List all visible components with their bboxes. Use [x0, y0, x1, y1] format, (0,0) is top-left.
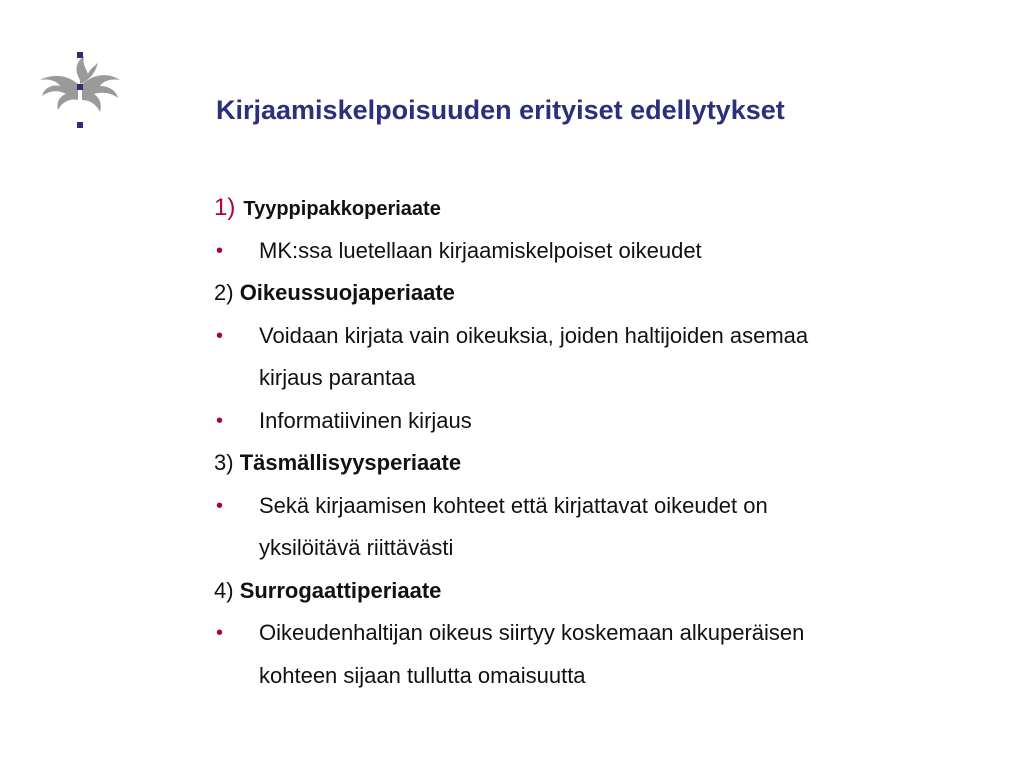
slide-content	[214, 187, 1004, 697]
bullet-icon: •	[216, 409, 224, 432]
bullet-text: kohteen sijaan tullutta omaisuutta	[259, 662, 586, 688]
bullet-text: MK:ssa luetellaan kirjaamiskelpoiset oikeudet	[259, 237, 702, 263]
bullet-icon: •	[216, 324, 224, 347]
slide-title: Kirjaamiskelpoisuuden erityiset edellytykset	[216, 95, 785, 125]
section-number: 4)	[214, 577, 234, 603]
section-heading	[214, 570, 1004, 613]
bullet-text: Sekä kirjaamisen kohteet että kirjattavat oikeudet on	[259, 492, 768, 518]
bullet-text: Oikeudenhaltijan oikeus siirtyy koskemaan alkuperäisen	[259, 620, 805, 645]
section-number: 1)	[214, 194, 236, 221]
bullet-icon: •	[216, 494, 224, 517]
section-label: Tyyppipakkoperiaate	[243, 198, 441, 220]
list-item	[214, 230, 1004, 273]
bullet-continuation	[214, 357, 1004, 400]
section-label: Täsmällisyysperiaate	[239, 450, 462, 475]
section-number: 3)	[214, 450, 234, 475]
bullet-icon: •	[216, 239, 224, 262]
bullet-icon: •	[216, 622, 224, 644]
list-item	[214, 485, 1004, 528]
bullet-continuation	[214, 655, 1004, 698]
bullet-text: Voidaan kirjata vain oikeuksia, joiden haltijoiden asemaa	[259, 322, 809, 348]
section-heading	[214, 187, 1004, 230]
university-flame-logo-icon	[30, 40, 130, 140]
section-label: Surrogaattiperiaate	[239, 577, 442, 603]
list-item	[214, 315, 1004, 358]
section-heading	[214, 272, 1004, 315]
bullet-continuation	[214, 527, 1004, 570]
section-label: Oikeussuojaperiaate	[239, 280, 455, 305]
list-item	[214, 400, 1004, 443]
bullet-text: Informatiivinen kirjaus	[259, 407, 472, 433]
bullet-text: yksilöitävä riittävästi	[259, 535, 454, 560]
bullet-text: kirjaus parantaa	[259, 365, 416, 390]
section-heading	[214, 442, 1004, 485]
list-item	[214, 612, 1004, 655]
section-number: 2)	[214, 280, 234, 305]
